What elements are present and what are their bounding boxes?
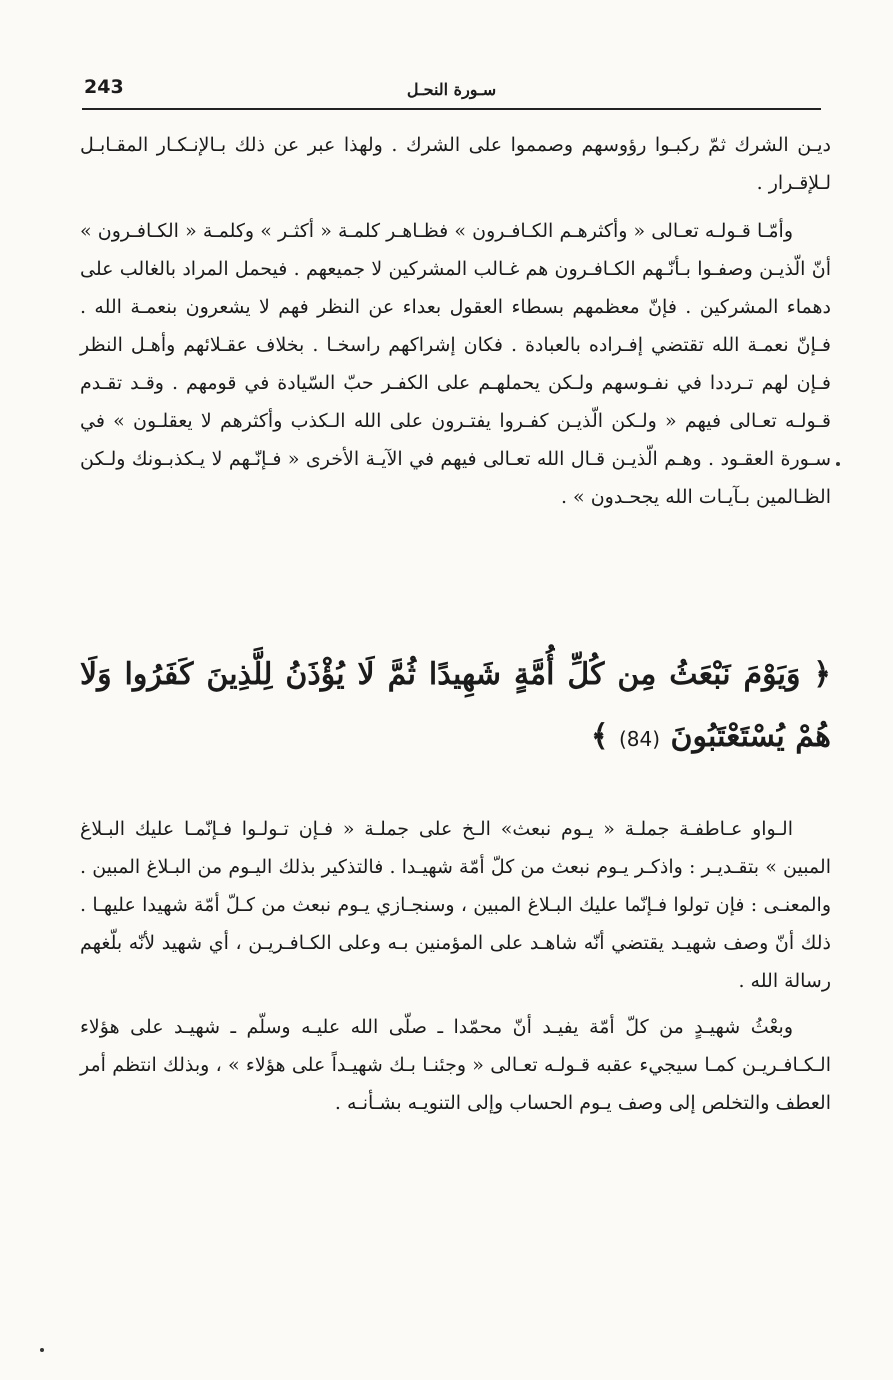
paragraph: وأمّـا قـولـه تعـالى « وأكثرهـم الكـافـرون » فظـاهـر كلمـة « أكثـر » وكلمـة « الكـافـرون » أنّ الّذيـن وصفـوا بـأنّـهم الكـافـرون هم غـالب المشركين لا جميعهم . فيحمل المراد بالغالب على دهماء المشركين . فإنّ معظمهم بسطاء العقول بعداء عن النظر فهم لا يشعرون بنعمـة الله . فـإنّ نعمـة الله تقتضي إفـراده بالعبادة . فكان إشراكهم راسخـا . بخلاف عقـلائهم وأهـل النظر فـإن لهم تـرددا في نفـوسهم ولـكن يحملهـم على الكفـر حبّ السّيادة في قومهم . وقـد تقـدم قـولـه تعـالى فيهم « ولـكن الّذيـن كفـروا يفتـرون على الله الـكذب وأكثرهم لا يعقلـون » في سـورة العقـود . وهـم الّذيـن قـال الله تعـالى فيهم في الآيـة الأخرى « فـإنّـهم لا يـكذبـونك ولـكن الظـالمين بـآيـات الله يجحـدون » . — [80, 220, 832, 508]
quran-verse — [80, 644, 831, 770]
verse-close-bracket: ﴾ — [590, 719, 609, 754]
surah-title: سـورة النحـل — [406, 80, 497, 99]
verse-text: ﴿ وَيَوْمَ نَبْعَثُ مِن كُلِّ أُمَّةٍ شَهِيدًا ثُمَّ لَا يُؤْذَنُ لِلَّذِينَ كَفَرُوا وَلَا هُمْ يُسْتَعْتَبُونَ — [80, 657, 831, 754]
page-number: 243 — [84, 76, 124, 98]
commentary-top — [80, 126, 831, 526]
scan-speck — [40, 1348, 44, 1352]
paragraph: الـواو عـاطفـة جملـة « يـوم نبعث» الـخ على جملـة « فـإن تـولـوا فـإنّمـا عليك البـلاغ المبين » بتقـديـر : واذكـر يـوم نبعث من كلّ أمّة شهيـدا . فالتذكير بذلك اليـوم من البـلاغ المبين . والمعنـى : فإن تولوا فـإنّما عليك البـلاغ المبين ، وسنجـازي يـوم نبعث من كـلّ أمّة شهيدا عليهـا . ذلك أنّ وصف شهيـد يقتضي أنّه شاهـد على المؤمنين بـه وعلى الكـافـريـن ، أي شهيد لأنّه بلّغهم رسالة الله . — [80, 818, 831, 992]
paragraph: ديـن الشرك ثمّ ركبـوا رؤوسهم وصمموا على الشرك . ولهذا عبر عن ذلك بـالإنـكـار المقـابـل لـلإقـرار . — [80, 134, 831, 194]
scan-speck — [836, 462, 840, 466]
commentary-bottom — [80, 810, 831, 1130]
paragraph: وبعْثُ شهيـدٍ من كلّ أمّة يفيـد أنّ محمّدا ـ صلّى الله عليـه وسلّم ـ شهيـد على هؤلاء الـكـافـريـن كمـا سيجيء عقبه قـولـه تعـالى « وجئنـا بـك شهيـداً على هؤلاء » ، وبذلك انتظم أمر العطف والتخلص إلى وصف يـوم الحساب وإلى التنويـه بشـأنـه . — [80, 1016, 831, 1114]
page-header — [82, 72, 821, 110]
verse-number: (84) — [618, 727, 661, 751]
